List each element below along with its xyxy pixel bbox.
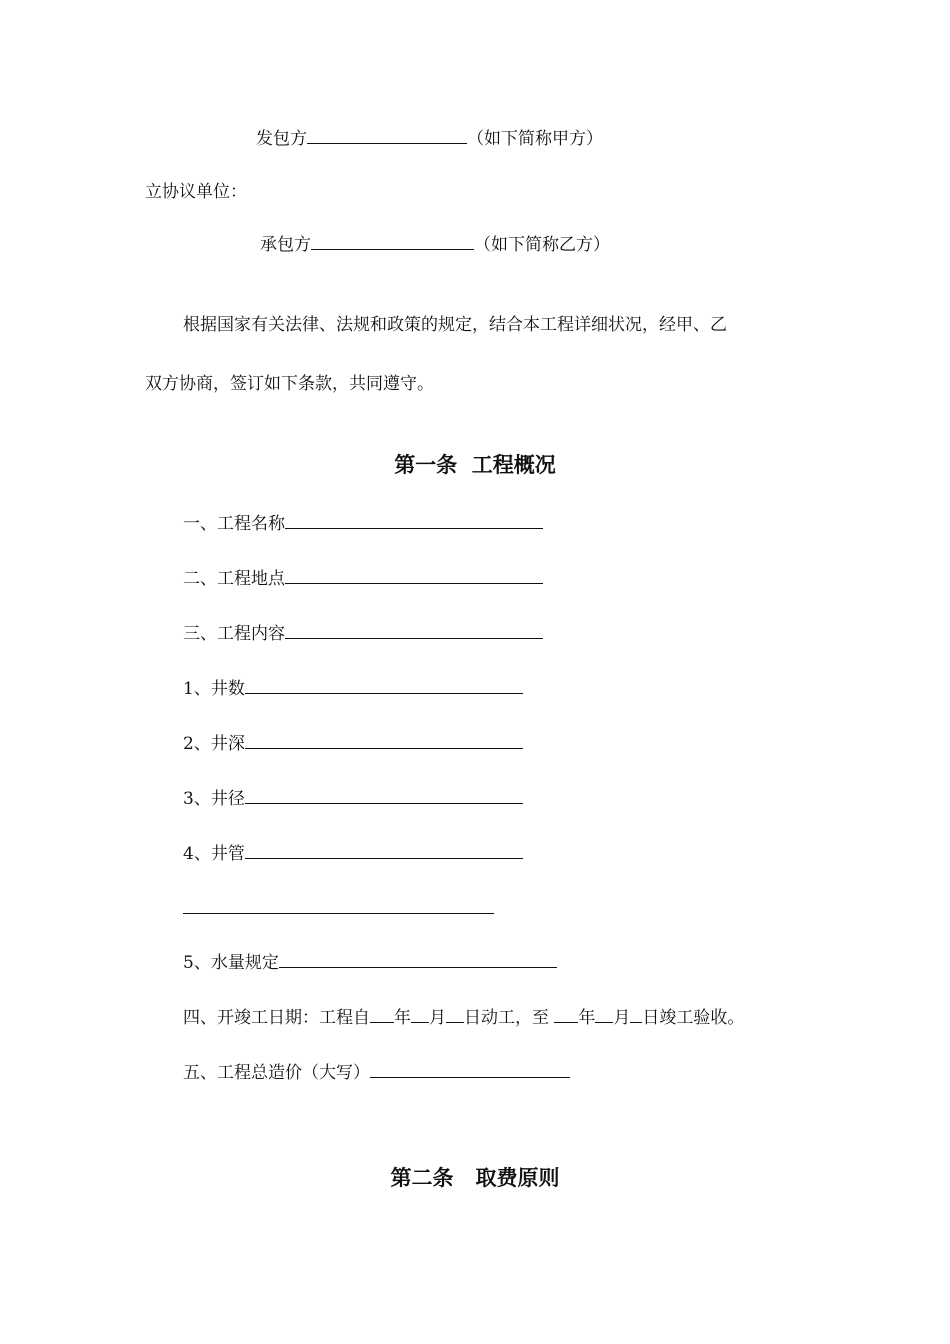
well-diameter-item: [183, 786, 523, 810]
project-name-item: [183, 511, 543, 535]
end-month-label: 月: [613, 1008, 631, 1028]
end-day-field[interactable]: [630, 1005, 642, 1023]
end-year-label: 年: [578, 1008, 596, 1028]
project-content-field[interactable]: [285, 621, 543, 639]
project-name-label: 一、工程名称: [183, 514, 285, 534]
start-month-field[interactable]: [411, 1005, 429, 1023]
well-count-field[interactable]: [245, 676, 523, 694]
project-content-label: 三、工程内容: [183, 624, 285, 644]
party-b-label: 承包方: [260, 235, 311, 255]
well-diameter-field[interactable]: [245, 786, 523, 804]
party-a-suffix: （如下简称甲方）: [467, 129, 603, 149]
parties-title: 立协议单位：: [145, 182, 247, 202]
project-location-item: [183, 566, 543, 590]
party-a-label: 发包方: [256, 129, 307, 149]
project-name-field[interactable]: [285, 511, 543, 529]
well-count-label: 1、井数: [183, 679, 245, 699]
party-b-suffix: （如下简称乙方）: [474, 235, 610, 255]
start-text: 日动工，至: [464, 1008, 555, 1028]
preamble-line-1: 根据国家有关法律、法规和政策的规定，结合本工程详细状况，经甲、乙: [183, 315, 727, 335]
project-content-item: [183, 621, 543, 645]
total-price-item: [183, 1060, 570, 1084]
end-year-field[interactable]: [554, 1005, 578, 1023]
water-volume-item: [183, 950, 557, 974]
well-pipe-field[interactable]: [245, 841, 523, 859]
preamble-line-2: 双方协商，签订如下条款，共同遵守。: [145, 374, 434, 394]
schedule-prefix: 四、开竣工日期：工程自: [183, 1008, 370, 1028]
well-depth-field[interactable]: [245, 731, 523, 749]
water-volume-label: 5、水量规定: [183, 953, 279, 973]
well-depth-item: [183, 731, 523, 755]
well-pipe-extra-field[interactable]: [183, 896, 494, 914]
start-year-field[interactable]: [370, 1005, 394, 1023]
well-count-item: [183, 676, 523, 700]
schedule-item: [183, 1005, 744, 1029]
project-location-label: 二、工程地点: [183, 569, 285, 589]
party-a-line: [256, 126, 603, 150]
end-month-field[interactable]: [595, 1005, 613, 1023]
well-pipe-extra-line: [183, 896, 494, 920]
start-year-label: 年: [394, 1008, 411, 1028]
water-volume-field[interactable]: [279, 950, 557, 968]
total-price-label: 五、工程总造价（大写）: [183, 1063, 370, 1083]
party-b-field[interactable]: [311, 232, 474, 250]
well-depth-label: 2、井深: [183, 734, 245, 754]
article-1-title: 第一条 工程概况: [394, 452, 556, 477]
well-pipe-item: [183, 841, 523, 865]
party-a-field[interactable]: [307, 126, 467, 144]
well-diameter-label: 3、井径: [183, 789, 245, 809]
total-price-field[interactable]: [370, 1060, 570, 1078]
start-month-label: 月: [429, 1008, 446, 1028]
well-pipe-label: 4、井管: [183, 844, 245, 864]
end-text: 日竣工验收。: [642, 1008, 745, 1028]
project-location-field[interactable]: [285, 566, 543, 584]
article-2-title: 第二条 取费原则: [390, 1165, 560, 1190]
party-b-line: [260, 232, 610, 256]
start-day-field[interactable]: [446, 1005, 464, 1023]
